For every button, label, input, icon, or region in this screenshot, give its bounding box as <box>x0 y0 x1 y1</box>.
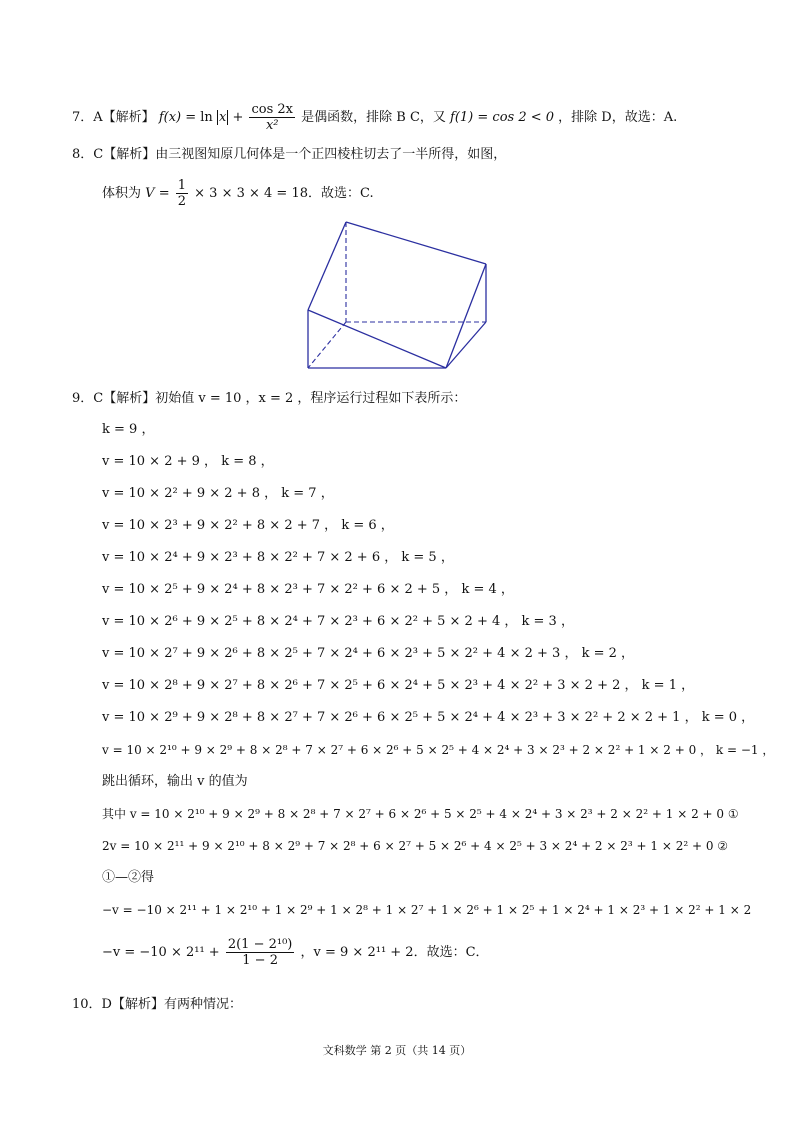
q9-iter-line <box>102 677 694 695</box>
q9-sub: ①—②得 <box>102 870 155 885</box>
q8-half-den: 2 <box>177 194 186 209</box>
q9-final-pre: −v = −10 × 2¹¹ + <box>102 945 224 960</box>
page-footer: 文科数学 第 2 页（共 14 页） <box>322 1044 472 1057</box>
hidden-edge-3 <box>308 322 346 368</box>
edge-7 <box>308 310 446 368</box>
q9-iter-line <box>102 645 634 663</box>
iter-k: k = 3 ， <box>521 614 574 629</box>
iter-k: k = 5 ， <box>401 550 454 565</box>
q9-final-post: ，v = 9 × 2¹¹ + 2．故选：C． <box>300 945 489 960</box>
edge-8 <box>446 264 486 368</box>
q7-frac-num: cos 2x <box>251 102 293 117</box>
q9-final-den: 1 − 2 <box>242 953 278 968</box>
iter-k: k = 2 ， <box>581 646 635 661</box>
q9-head: 9．C【解析】初始值 v = 10 ，x = 2 ，程序运行过程如下表所示： <box>72 391 467 406</box>
q8-V: V <box>145 186 155 201</box>
q9-iter-line <box>102 581 514 599</box>
iter-v: v = 10 × 2² + 9 × 2 + 8 ， <box>102 486 278 501</box>
q9-k9: k = 9 ， <box>102 422 155 437</box>
q8-half-fraction <box>176 178 188 209</box>
q8-head: 8．C【解析】由三视图知原几何体是一个正四棱柱切去了一半所得，如图， <box>72 147 507 162</box>
q9-iter-line <box>102 741 774 759</box>
iter-k: k = 4 ， <box>461 582 514 597</box>
iter-v: v = 10 × 2⁴ + 9 × 2³ + 8 × 2² + 7 × 2 + 6 ， <box>102 550 398 565</box>
q9-eq1: 其中 v = 10 × 2¹⁰ + 9 × 2⁹ + 8 × 2⁸ + 7 × 2⁷ + 6 × 2⁶ + 5 × 2⁵ + 4 × 2⁴ + 3 × 2³ + 2 × 2² + 1 × 2 + 0 ① <box>102 807 739 821</box>
iter-v: v = 10 × 2⁵ + 9 × 2⁴ + 8 × 2³ + 7 × 2² + 6 × 2 + 5 ， <box>102 582 458 597</box>
iter-v: v = 10 × 2⁷ + 9 × 2⁶ + 8 × 2⁵ + 7 × 2⁴ + 6 × 2³ + 5 × 2² + 4 × 2 + 3 ， <box>102 646 578 661</box>
iter-v: v = 10 × 2¹⁰ + 9 × 2⁹ + 8 × 2⁸ + 7 × 2⁷ + 6 × 2⁶ + 5 × 2⁵ + 4 × 2⁴ + 3 × 2³ + 2 × 2² + 1 × 2 + 0 ， <box>102 743 713 757</box>
q9-iter-line <box>102 453 274 471</box>
q9-iter-line <box>102 485 334 503</box>
q9-iter-line <box>102 613 574 631</box>
iter-k: k = −1 ， <box>715 743 775 757</box>
q8-vol-rest: × 3 × 3 × 4 = 18．故选：C. <box>194 186 374 201</box>
q9-final-fraction <box>226 937 295 968</box>
q8-volume-line <box>102 178 374 209</box>
iter-v: v = 10 × 2⁶ + 9 × 2⁵ + 8 × 2⁴ + 7 × 2³ + 6 × 2² + 5 × 2 + 4 ， <box>102 614 518 629</box>
iter-k: k = 7 ， <box>281 486 334 501</box>
iter-k: k = 8 ， <box>221 454 274 469</box>
q7-head: 7．A【解析】 <box>72 110 155 125</box>
q7-fraction <box>249 102 295 133</box>
q7-f-of-x: f(x) <box>158 110 182 125</box>
q7-f1: f(1) = cos 2 < 0 <box>450 110 555 125</box>
q9-exit: 跳出循环，输出 v 的值为 <box>102 774 248 789</box>
q7-tail: ，排除 D，故选：A. <box>558 110 678 125</box>
iter-k: k = 0 ， <box>701 710 755 725</box>
q9-final-num: 2(1 − 2¹⁰) <box>227 937 293 952</box>
iter-v: v = 10 × 2 + 9 ， <box>102 454 218 469</box>
edge-1 <box>308 222 346 310</box>
q7-frac-den: x² <box>265 118 279 133</box>
iter-v: v = 10 × 2⁹ + 9 × 2⁸ + 8 × 2⁷ + 7 × 2⁶ + 6 × 2⁵ + 5 × 2⁴ + 4 × 2³ + 3 × 2² + 2 × 2 + 1 ， <box>102 710 698 725</box>
q9-iter-line <box>102 517 394 535</box>
q9-diff: −v = −10 × 2¹¹ + 1 × 2¹⁰ + 1 × 2⁹ + 1 × 2⁸ + 1 × 2⁷ + 1 × 2⁶ + 1 × 2⁵ + 1 × 2⁴ + 1 × 2³ + 1 × 2² + 1 × 2 <box>102 903 752 917</box>
iter-k: k = 1 ， <box>641 678 695 693</box>
q8-vol-prefix: 体积为 <box>102 186 142 201</box>
q8-half-num: 1 <box>177 178 186 193</box>
q9-iter-line <box>102 549 454 567</box>
q7-plus: + <box>232 110 248 125</box>
q7-abs-x: x <box>218 110 227 125</box>
prism-figure <box>298 214 498 376</box>
edge-2 <box>346 222 486 264</box>
q7-eq: = ln <box>185 110 213 125</box>
iter-v: v = 10 × 2⁸ + 9 × 2⁷ + 8 × 2⁶ + 7 × 2⁵ + 6 × 2⁴ + 5 × 2³ + 4 × 2² + 3 × 2 + 2 ， <box>102 678 638 693</box>
q9-iter-line <box>102 709 754 727</box>
q10-head: 10．D【解析】有两种情况： <box>72 997 242 1012</box>
q7-mid: 是偶函数，排除 B C，又 <box>301 110 451 125</box>
iter-k: k = 6 ， <box>341 518 394 533</box>
edge-4 <box>446 322 486 368</box>
q9-final <box>102 937 489 968</box>
q7-line <box>72 102 677 133</box>
iter-v: v = 10 × 2³ + 9 × 2² + 8 × 2 + 7 ， <box>102 518 338 533</box>
q8-eq: = <box>158 186 174 201</box>
q9-eq2: 2v = 10 × 2¹¹ + 9 × 2¹⁰ + 8 × 2⁹ + 7 × 2⁸ + 6 × 2⁷ + 5 × 2⁶ + 4 × 2⁵ + 3 × 2⁴ + 2 × 2³ + 1 × 2² + 0 ② <box>102 839 729 853</box>
